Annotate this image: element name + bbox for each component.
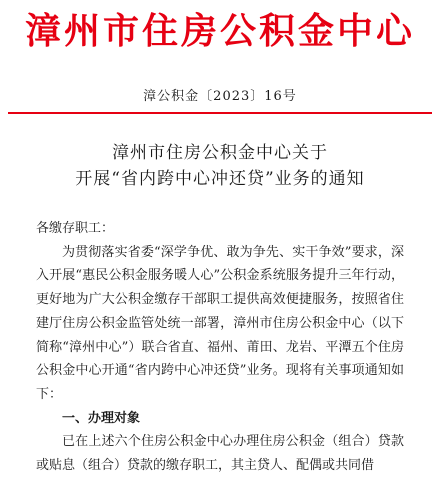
document-number: 漳公积金〔2023〕16号 xyxy=(143,89,297,104)
notice-body xyxy=(36,217,404,478)
issuer-masthead: 漳州市住房公积金中心 xyxy=(24,11,415,52)
section-heading-1: 一、办理对象 xyxy=(62,410,141,426)
body-paragraph-1: 为贯彻落实省委“深学争优、敢为争先、实干争效”要求，深入开展“惠民公积金服务暖人心”公积金系统服务提升三年行动，更好地为广大公积金缴存干部职工提供高效便捷服务，按照省住建厅住房公积金监管处统一部署，漳州市住房公积金中心（以下简称“漳州中心”）联合省直、福州、莆田、龙岩、平潭五个住房公积金中心开通“省内跨中心冲还贷”业务。现将有关事项通知如下： xyxy=(36,244,404,402)
body-paragraph-2: 已在上述六个住房公积金中心办理住房公积金（组合）贷款或贴息（组合）贷款的缴存职工，其主贷人、配偶或共同借 xyxy=(36,434,404,474)
red-divider-line xyxy=(8,112,432,114)
notice-title-line-2: 开展“省内跨中心冲还贷”业务的通知 xyxy=(75,169,365,189)
salutation: 各缴存职工： xyxy=(36,221,115,236)
notice-title-line-1: 漳州市住房公积金中心关于 xyxy=(112,143,328,163)
